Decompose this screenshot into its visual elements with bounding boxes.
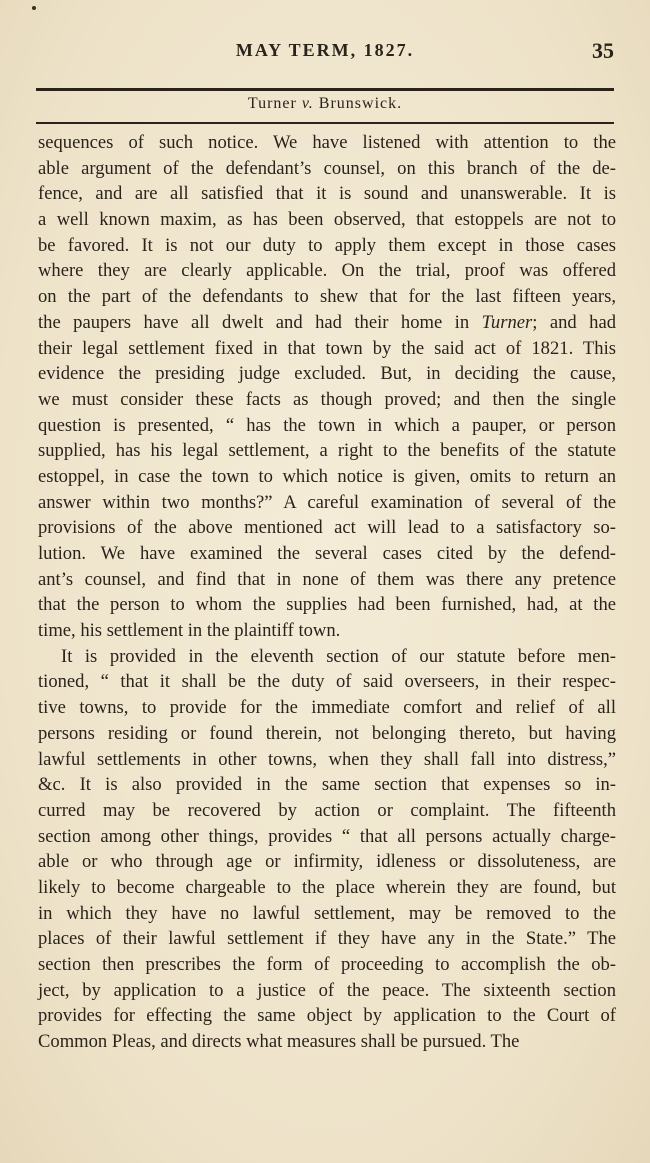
text-line: provides for effecting the same object by application to the Court of bbox=[38, 1005, 616, 1027]
text-line: section then prescribes the form of proceeding to accomplish the ob- bbox=[38, 954, 616, 975]
text-line: provisions of the above mentioned act will lead to a satisfactory so- bbox=[38, 517, 616, 539]
page-header bbox=[36, 40, 614, 70]
text-line: estoppel, in case the town to which notice is given, omits to return an bbox=[38, 465, 616, 487]
text-line: persons residing or found therein, not belonging thereto, but having bbox=[38, 722, 616, 744]
text-line: where they are clearly applicable. On the trial, proof was offered bbox=[38, 260, 616, 282]
text-line: &c. It is also provided in the same section that expenses so in- bbox=[38, 774, 616, 796]
text-line: ject, by application to a justice of the peace. The sixteenth section bbox=[38, 979, 616, 1001]
paragraph bbox=[38, 130, 616, 644]
case-title bbox=[0, 95, 650, 113]
text-line: in which they have no lawful settlement, may be removed to the bbox=[38, 902, 616, 924]
text-line: able argument of the defendant’s counsel, on this branch of the de- bbox=[38, 157, 616, 179]
text-line: fence, and are all satisfied that it is sound and unanswerable. It is bbox=[38, 183, 616, 205]
case-title-text: Turner v. Brunswick. bbox=[247, 95, 403, 112]
text-line: evidence the presiding judge excluded. But, in deciding the cause, bbox=[38, 363, 616, 385]
text-line: we must consider these facts as though proved; and then the single bbox=[38, 388, 616, 410]
paragraph bbox=[38, 644, 616, 1055]
text-line: ant’s counsel, and find that in none of them was there any pretence bbox=[38, 568, 616, 590]
text-line: sequences of such notice. We have listened with attention to the bbox=[38, 132, 616, 153]
text-line: section among other things, provides “ that all persons actually charge- bbox=[38, 825, 616, 847]
text-line: a well known maxim, as has been observed, that estoppels are not to bbox=[38, 209, 616, 231]
running-title: MAY TERM, 1827. bbox=[235, 40, 415, 60]
ink-speck bbox=[32, 6, 36, 10]
text-line: time, his settlement in the plaintiff town. bbox=[38, 620, 341, 642]
text-line: It is provided in the eleventh section of our statute before men- bbox=[61, 645, 616, 667]
text-line: supplied, has his legal settlement, a right to the benefits of the statute bbox=[38, 440, 616, 462]
text-line: answer within two months?” A careful examination of several of the bbox=[38, 491, 616, 513]
case-title-rule bbox=[36, 122, 614, 124]
text-line: tioned, “ that it shall be the duty of said overseers, in their respec- bbox=[38, 671, 616, 693]
text-line: that the person to whom the supplies had been furnished, had, at the bbox=[38, 594, 616, 616]
text-line: curred may be recovered by action or complaint. The fifteenth bbox=[38, 799, 616, 821]
text-line: tive towns, to provide for the immediate comfort and relief of all bbox=[38, 697, 616, 719]
text-line: on the part of the defendants to shew that for the last fifteen years, bbox=[38, 286, 616, 308]
text-line: places of their lawful settlement if they have any in the State.” The bbox=[38, 928, 616, 950]
text-line: Common Pleas, and directs what measures shall be pursued. The bbox=[38, 1031, 520, 1053]
body-text bbox=[38, 130, 616, 1055]
text-line: likely to become chargeable to the place wherein they are found, but bbox=[38, 876, 616, 898]
header-rule bbox=[36, 88, 614, 91]
page-number: 35 bbox=[592, 38, 614, 63]
text-line: question is presented, “ has the town in which a pauper, or person bbox=[38, 414, 616, 436]
text-line: lution. We have examined the several cases cited by the defend- bbox=[38, 543, 616, 564]
text-line: be favored. It is not our duty to apply them except in those cases bbox=[38, 234, 616, 256]
text-line: their legal settlement fixed in that town by the said act of 1821. This bbox=[38, 337, 616, 359]
text-line: the paupers have all dwelt and had their home in Turner; and had bbox=[38, 311, 616, 333]
text-line: able or who through age or infirmity, idleness or dissoluteness, are bbox=[38, 851, 616, 873]
text-line: lawful settlements in other towns, when they shall fall into distress,” bbox=[38, 748, 616, 770]
